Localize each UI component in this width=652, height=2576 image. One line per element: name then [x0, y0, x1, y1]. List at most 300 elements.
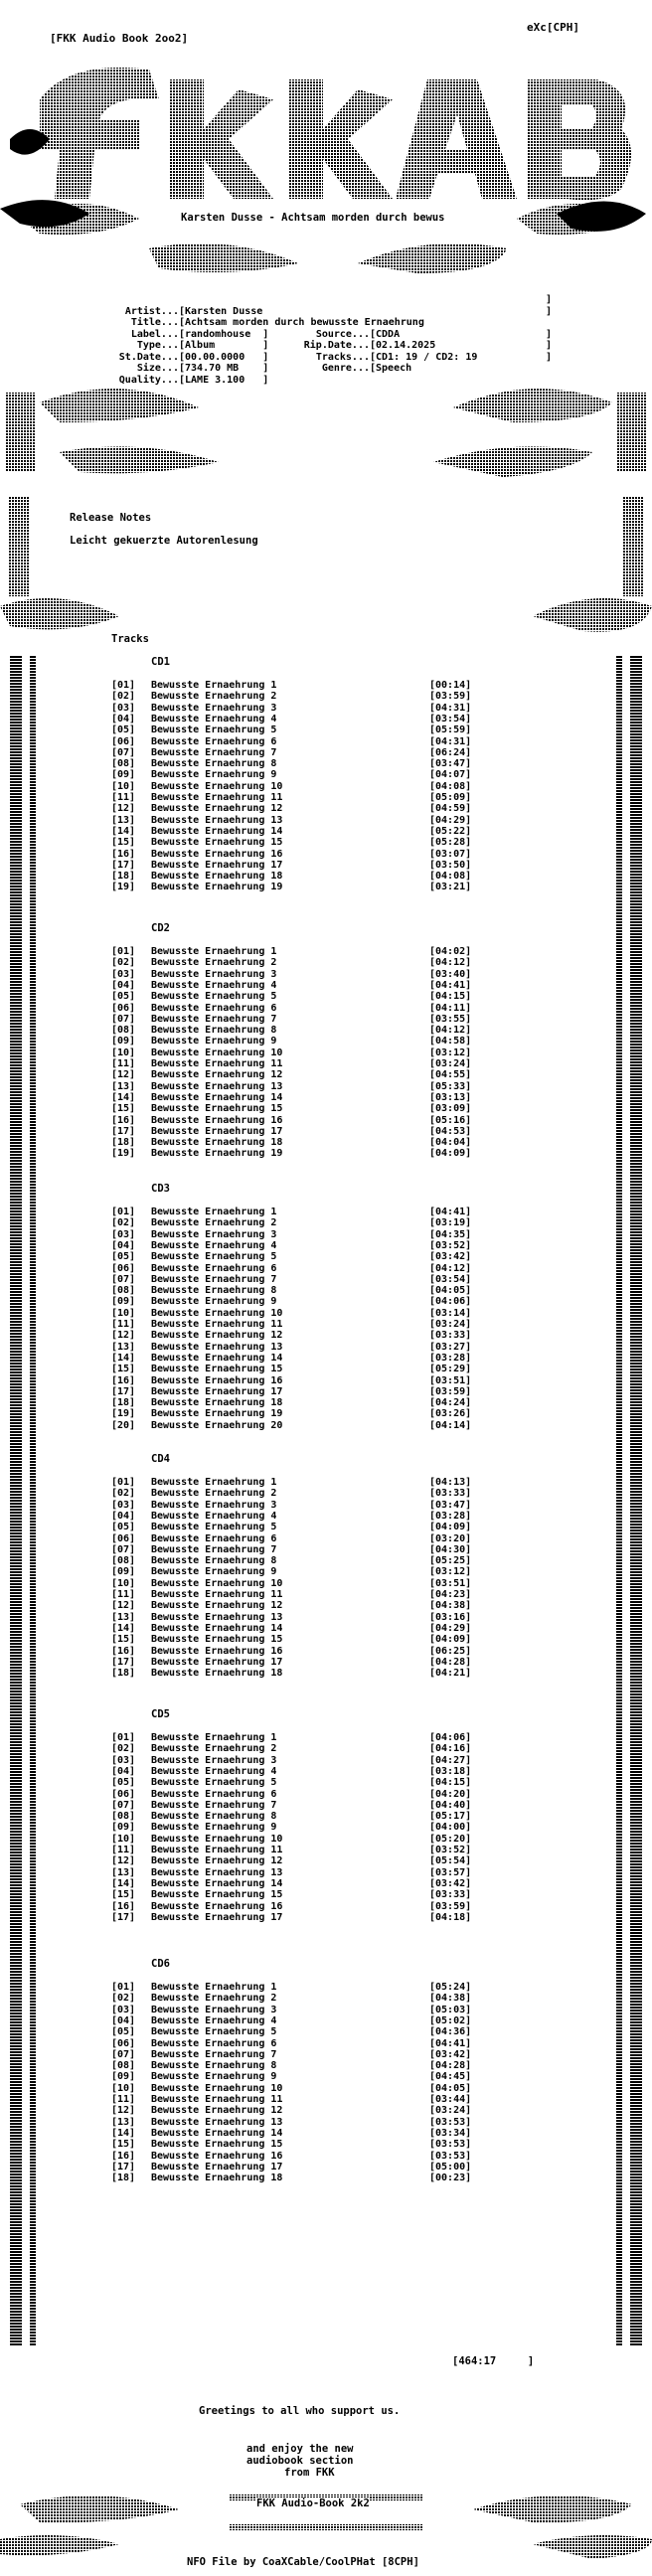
track-duration: [04:38] — [429, 1993, 472, 2005]
track-number: [14] — [111, 1352, 136, 1364]
track-duration: [03:47] — [429, 758, 472, 770]
track-title: Bewusste Ernaehrung 14 — [151, 2127, 283, 2139]
track-number: [03] — [111, 1228, 136, 1240]
track-number: [10] — [111, 1307, 136, 1319]
track-title: Bewusste Ernaehrung 16 — [151, 1645, 283, 1657]
track-duration: [03:53] — [429, 2139, 472, 2151]
track-title: Bewusste Ernaehrung 2 — [151, 1217, 277, 1229]
info-block — [70, 294, 477, 386]
track-title: Bewusste Ernaehrung 7 — [151, 1273, 277, 1285]
track-number: [13] — [111, 1080, 136, 1092]
track-duration: [05:17] — [429, 1811, 472, 1823]
track-duration: [05:09] — [429, 792, 472, 803]
total-duration: [464:17 ] — [452, 2355, 535, 2367]
track-duration: [04:05] — [429, 1285, 472, 1297]
track-duration: [05:33] — [429, 1080, 472, 1092]
track-title: Bewusste Ernaehrung 7 — [151, 1543, 277, 1555]
track-title: Bewusste Ernaehrung 5 — [151, 1777, 277, 1789]
track-duration: [05:25] — [429, 1555, 472, 1567]
track-title: Bewusste Ernaehrung 9 — [151, 1296, 277, 1308]
track-title: Bewusste Ernaehrung 17 — [151, 1911, 283, 1923]
track-duration: [04:31] — [429, 735, 472, 747]
track-duration: [03:53] — [429, 2116, 472, 2128]
track-duration: [06:25] — [429, 1645, 472, 1657]
track-duration: [03:16] — [429, 1611, 472, 1623]
track-title: Bewusste Ernaehrung 12 — [151, 1600, 283, 1612]
track-duration: [05:03] — [429, 2004, 472, 2015]
size-row: Size...[734.70 MB ] Genre...[Speech — [136, 363, 412, 374]
track-title: Bewusste Ernaehrung 6 — [151, 1262, 277, 1274]
track-duration: [03:52] — [429, 1239, 472, 1251]
track-duration: [04:02] — [429, 946, 472, 957]
track-title: Bewusste Ernaehrung 6 — [151, 1788, 277, 1800]
track-title: Bewusste Ernaehrung 17 — [151, 2161, 283, 2173]
track-number: [01] — [111, 946, 136, 957]
track-duration: [04:16] — [429, 1743, 472, 1755]
track-duration: [04:08] — [429, 871, 472, 883]
track-number: [12] — [111, 2105, 136, 2117]
track-title: Bewusste Ernaehrung 13 — [151, 1866, 283, 1878]
cd-heading: CD6 — [151, 1958, 170, 1970]
track-title: Bewusste Ernaehrung 15 — [151, 1103, 283, 1115]
title-row: Title...[Achtsam morden durch bewusste Ernaehrung — [130, 317, 424, 328]
right-side-bar-inner — [616, 656, 622, 2345]
track-number: [13] — [111, 1611, 136, 1623]
track-number: [03] — [111, 1754, 136, 1766]
track-duration: [05:29] — [429, 1364, 472, 1375]
track-duration: [04:59] — [429, 803, 472, 815]
track-duration: [04:20] — [429, 1788, 472, 1800]
track-number: [06] — [111, 735, 136, 747]
track-duration: [00:23] — [429, 2173, 472, 2184]
track-duration: [03:24] — [429, 1058, 472, 1069]
track-duration: [03:20] — [429, 1532, 472, 1544]
track-duration: [05:24] — [429, 1982, 472, 1993]
track-number: [10] — [111, 1833, 136, 1845]
track-title: Bewusste Ernaehrung 5 — [151, 2026, 277, 2038]
track-title: Bewusste Ernaehrung 5 — [151, 724, 277, 736]
track-number: [14] — [111, 2127, 136, 2139]
track-title: Bewusste Ernaehrung 1 — [151, 680, 277, 691]
track-title: Bewusste Ernaehrung 19 — [151, 1148, 283, 1160]
track-number: [09] — [111, 1822, 136, 1834]
track-title: Bewusste Ernaehrung 7 — [151, 2048, 277, 2060]
track-duration: [03:12] — [429, 1566, 472, 1578]
track-number: [08] — [111, 1555, 136, 1567]
track-duration: [03:24] — [429, 1319, 472, 1330]
track-title: Bewusste Ernaehrung 13 — [151, 1611, 283, 1623]
track-title: Bewusste Ernaehrung 7 — [151, 746, 277, 758]
track-duration: [04:08] — [429, 780, 472, 792]
track-title: Bewusste Ernaehrung 20 — [151, 1419, 283, 1431]
track-duration: [03:28] — [429, 1352, 472, 1364]
footer-banner: FKK Audio-Book 2k2 — [256, 2497, 370, 2509]
track-duration: [03:19] — [429, 1217, 472, 1229]
track-duration: [03:42] — [429, 1251, 472, 1263]
track-number: [09] — [111, 1296, 136, 1308]
track-number: [06] — [111, 1788, 136, 1800]
track-number: [12] — [111, 803, 136, 815]
release-notes-heading: Release Notes — [70, 512, 152, 524]
track-title: Bewusste Ernaehrung 1 — [151, 1207, 277, 1217]
track-number: [07] — [111, 1013, 136, 1025]
track-title: Bewusste Ernaehrung 7 — [151, 1013, 277, 1025]
tracks-heading: Tracks — [111, 633, 149, 645]
track-number: [11] — [111, 1845, 136, 1855]
track-title: Bewusste Ernaehrung 9 — [151, 1566, 277, 1578]
track-number: [02] — [111, 1217, 136, 1229]
track-title: Bewusste Ernaehrung 17 — [151, 859, 283, 871]
closing-line-1: and enjoy the new — [246, 2443, 354, 2455]
track-duration: [03:50] — [429, 859, 472, 871]
track-number: [15] — [111, 837, 136, 849]
track-number: [07] — [111, 2048, 136, 2060]
track-duration: [04:12] — [429, 957, 472, 969]
track-title: Bewusste Ernaehrung 19 — [151, 882, 283, 893]
track-title: Bewusste Ernaehrung 4 — [151, 1765, 277, 1777]
track-title: Bewusste Ernaehrung 4 — [151, 713, 277, 724]
track-number: [04] — [111, 1510, 136, 1522]
track-number: [11] — [111, 792, 136, 803]
track-duration: [04:06] — [429, 1296, 472, 1308]
track-number: [16] — [111, 1900, 136, 1912]
track-duration: [03:53] — [429, 2150, 472, 2162]
track-number: [01] — [111, 1982, 136, 1993]
track-number: [11] — [111, 2094, 136, 2105]
track-duration: [05:22] — [429, 825, 472, 837]
track-title: Bewusste Ernaehrung 14 — [151, 1091, 283, 1103]
track-duration: [03:12] — [429, 1046, 472, 1058]
track-number: [15] — [111, 1103, 136, 1115]
cd-heading: CD2 — [151, 922, 170, 934]
track-duration: [05:00] — [429, 2161, 472, 2173]
track-title: Bewusste Ernaehrung 16 — [151, 848, 283, 860]
track-title: Bewusste Ernaehrung 5 — [151, 991, 277, 1003]
track-number: [18] — [111, 1397, 136, 1409]
track-duration: [03:26] — [429, 1408, 472, 1420]
track-number: [10] — [111, 1046, 136, 1058]
track-duration: [03:33] — [429, 1889, 472, 1901]
track-number: [04] — [111, 1765, 136, 1777]
track-title: Bewusste Ernaehrung 13 — [151, 2116, 283, 2128]
track-title: Bewusste Ernaehrung 3 — [151, 1754, 277, 1766]
track-title: Bewusste Ernaehrung 8 — [151, 1811, 277, 1823]
track-number: [04] — [111, 2014, 136, 2026]
track-number: [15] — [111, 1889, 136, 1901]
track-title: Bewusste Ernaehrung 18 — [151, 1137, 283, 1149]
track-duration: [04:12] — [429, 1262, 472, 1274]
track-title: Bewusste Ernaehrung 2 — [151, 1488, 277, 1500]
track-number: [09] — [111, 1036, 136, 1047]
track-title: Bewusste Ernaehrung 12 — [151, 803, 283, 815]
track-number: [08] — [111, 2060, 136, 2072]
track-number: [09] — [111, 2071, 136, 2083]
stdate-row: St.Date...[00.00.0000 ] Tracks...[CD1: 19 / CD2: 19 — [118, 351, 478, 363]
track-number: [16] — [111, 1645, 136, 1657]
label-row: Label...[randomhouse ] Source...[CDDA — [130, 328, 401, 340]
track-number: [03] — [111, 702, 136, 714]
track-duration: [04:45] — [429, 2071, 472, 2083]
track-number: [10] — [111, 2082, 136, 2094]
track-number: [05] — [111, 2026, 136, 2038]
track-title: Bewusste Ernaehrung 17 — [151, 1385, 283, 1397]
track-title: Bewusste Ernaehrung 19 — [151, 1408, 283, 1420]
left-side-bar — [10, 656, 22, 2345]
cd-heading: CD3 — [151, 1183, 170, 1195]
track-duration: [04:41] — [429, 1207, 472, 1217]
track-title: Bewusste Ernaehrung 10 — [151, 1307, 283, 1319]
track-duration: [05:28] — [429, 837, 472, 849]
track-title: Bewusste Ernaehrung 9 — [151, 2071, 277, 2083]
track-number: [02] — [111, 1743, 136, 1755]
quality-row: Quality...[LAME 3.100 ] — [118, 374, 269, 386]
track-number: [11] — [111, 1058, 136, 1069]
track-title: Bewusste Ernaehrung 18 — [151, 1668, 283, 1680]
track-duration: [03:57] — [429, 1866, 472, 1878]
track-duration: [03:18] — [429, 1765, 472, 1777]
track-number: [17] — [111, 859, 136, 871]
track-number: [19] — [111, 882, 136, 893]
track-duration: [03:13] — [429, 1091, 472, 1103]
track-number: [17] — [111, 1911, 136, 1923]
track-duration: [04:58] — [429, 1036, 472, 1047]
track-title: Bewusste Ernaehrung 13 — [151, 1080, 283, 1092]
track-title: Bewusste Ernaehrung 15 — [151, 1889, 283, 1901]
track-number: [16] — [111, 2150, 136, 2162]
track-number: [15] — [111, 1364, 136, 1375]
release-notes-text: Leicht gekuerzte Autorenlesung — [70, 535, 258, 547]
track-duration: [04:23] — [429, 1589, 472, 1600]
track-duration: [04:07] — [429, 769, 472, 781]
track-title: Bewusste Ernaehrung 14 — [151, 1622, 283, 1634]
track-duration: [04:27] — [429, 1754, 472, 1766]
track-duration: [05:59] — [429, 724, 472, 736]
track-number: [18] — [111, 1668, 136, 1680]
track-duration: [04:30] — [429, 1543, 472, 1555]
track-title: Bewusste Ernaehrung 11 — [151, 2094, 283, 2105]
side-frame-notes — [0, 497, 652, 646]
track-title: Bewusste Ernaehrung 18 — [151, 1397, 283, 1409]
track-duration: [03:33] — [429, 1330, 472, 1342]
track-duration: [03:54] — [429, 713, 472, 724]
track-duration: [05:02] — [429, 2014, 472, 2026]
track-number: [05] — [111, 991, 136, 1003]
track-title: Bewusste Ernaehrung 3 — [151, 702, 277, 714]
cd-heading: CD1 — [151, 656, 170, 668]
footer-credit: NFO File by CoaXCable/CoolPHat [8CPH] — [187, 2556, 419, 2568]
track-number: [04] — [111, 1239, 136, 1251]
track-number: [08] — [111, 1285, 136, 1297]
track-duration: [03:44] — [429, 2094, 472, 2105]
track-title: Bewusste Ernaehrung 12 — [151, 1069, 283, 1081]
track-title: Bewusste Ernaehrung 5 — [151, 1522, 277, 1533]
track-duration: [04:53] — [429, 1125, 472, 1137]
track-number: [06] — [111, 1532, 136, 1544]
track-number: [16] — [111, 1114, 136, 1126]
track-number: [16] — [111, 1374, 136, 1386]
track-duration: [03:27] — [429, 1341, 472, 1353]
track-number: [02] — [111, 1993, 136, 2005]
track-title: Bewusste Ernaehrung 8 — [151, 1555, 277, 1567]
track-title: Bewusste Ernaehrung 16 — [151, 1374, 283, 1386]
track-title: Bewusste Ernaehrung 6 — [151, 2037, 277, 2049]
track-number: [13] — [111, 814, 136, 826]
track-title: Bewusste Ernaehrung 11 — [151, 1058, 283, 1069]
header-subtitle: Karsten Dusse - Achtsam morden durch bewus — [181, 212, 445, 224]
track-number: [03] — [111, 2004, 136, 2015]
info-right-brackets: ] ] ] ] ] — [546, 294, 553, 363]
track-duration: [04:28] — [429, 1656, 472, 1668]
track-duration: [03:54] — [429, 1273, 472, 1285]
track-number: [11] — [111, 1589, 136, 1600]
track-duration: [04:06] — [429, 1732, 472, 1743]
track-title: Bewusste Ernaehrung 15 — [151, 2139, 283, 2151]
track-title: Bewusste Ernaehrung 6 — [151, 735, 277, 747]
track-number: [20] — [111, 1419, 136, 1431]
track-number: [04] — [111, 713, 136, 724]
track-duration: [03:42] — [429, 1877, 472, 1889]
track-duration: [03:52] — [429, 1845, 472, 1855]
track-number: [01] — [111, 1732, 136, 1743]
track-number: [08] — [111, 1811, 136, 1823]
track-title: Bewusste Ernaehrung 16 — [151, 1900, 283, 1912]
track-duration: [03:51] — [429, 1374, 472, 1386]
cd-heading: CD4 — [151, 1453, 170, 1465]
track-duration: [04:12] — [429, 1025, 472, 1037]
track-title: Bewusste Ernaehrung 8 — [151, 758, 277, 770]
track-number: [02] — [111, 691, 136, 703]
track-number: [06] — [111, 1002, 136, 1014]
track-title: Bewusste Ernaehrung 17 — [151, 1656, 283, 1668]
track-number: [18] — [111, 1137, 136, 1149]
track-number: [05] — [111, 724, 136, 736]
track-duration: [06:24] — [429, 746, 472, 758]
track-duration: [04:11] — [429, 1002, 472, 1014]
track-duration: [03:21] — [429, 882, 472, 893]
track-title: Bewusste Ernaehrung 1 — [151, 1732, 277, 1743]
track-duration: [04:04] — [429, 1137, 472, 1149]
header-right-tag: eXc[CPH] — [527, 21, 579, 34]
track-number: [09] — [111, 1566, 136, 1578]
track-number: [19] — [111, 1408, 136, 1420]
track-number: [17] — [111, 1385, 136, 1397]
track-duration: [05:54] — [429, 1855, 472, 1867]
track-title: Bewusste Ernaehrung 2 — [151, 1743, 277, 1755]
track-duration: [03:59] — [429, 1900, 472, 1912]
track-number: [07] — [111, 1543, 136, 1555]
track-number: [18] — [111, 2173, 136, 2184]
track-title: Bewusste Ernaehrung 3 — [151, 1228, 277, 1240]
track-number: [12] — [111, 1600, 136, 1612]
track-number: [03] — [111, 1499, 136, 1511]
closing-line-3: from FKK — [284, 2467, 335, 2479]
track-number: [18] — [111, 871, 136, 883]
track-title: Bewusste Ernaehrung 18 — [151, 2173, 283, 2184]
track-number: [13] — [111, 2116, 136, 2128]
track-duration: [03:28] — [429, 1510, 472, 1522]
track-title: Bewusste Ernaehrung 6 — [151, 1532, 277, 1544]
track-title: Bewusste Ernaehrung 10 — [151, 1046, 283, 1058]
track-title: Bewusste Ernaehrung 9 — [151, 1822, 277, 1834]
track-title: Bewusste Ernaehrung 7 — [151, 1799, 277, 1811]
track-duration: [04:55] — [429, 1069, 472, 1081]
track-title: Bewusste Ernaehrung 10 — [151, 780, 283, 792]
track-number: [03] — [111, 968, 136, 980]
track-duration: [03:59] — [429, 1385, 472, 1397]
right-side-bar — [630, 656, 642, 2345]
track-title: Bewusste Ernaehrung 16 — [151, 2150, 283, 2162]
track-title: Bewusste Ernaehrung 13 — [151, 814, 283, 826]
track-number: [09] — [111, 769, 136, 781]
track-duration: [03:59] — [429, 691, 472, 703]
track-title: Bewusste Ernaehrung 2 — [151, 1993, 277, 2005]
track-number: [11] — [111, 1319, 136, 1330]
track-title: Bewusste Ernaehrung 8 — [151, 1285, 277, 1297]
cd-heading: CD5 — [151, 1708, 170, 1720]
track-duration: [03:07] — [429, 848, 472, 860]
track-number: [14] — [111, 1091, 136, 1103]
track-title: Bewusste Ernaehrung 6 — [151, 1002, 277, 1014]
track-number: [02] — [111, 1488, 136, 1500]
track-number: [04] — [111, 979, 136, 991]
track-number: [17] — [111, 1656, 136, 1668]
track-title: Bewusste Ernaehrung 1 — [151, 946, 277, 957]
track-title: Bewusste Ernaehrung 10 — [151, 1577, 283, 1589]
track-number: [14] — [111, 825, 136, 837]
track-title: Bewusste Ernaehrung 15 — [151, 1364, 283, 1375]
track-title: Bewusste Ernaehrung 10 — [151, 2082, 283, 2094]
track-title: Bewusste Ernaehrung 9 — [151, 769, 277, 781]
track-title: Bewusste Ernaehrung 11 — [151, 792, 283, 803]
track-duration: [00:14] — [429, 680, 472, 691]
track-title: Bewusste Ernaehrung 11 — [151, 1589, 283, 1600]
track-number: [01] — [111, 1477, 136, 1488]
track-title: Bewusste Ernaehrung 2 — [151, 957, 277, 969]
track-number: [07] — [111, 1799, 136, 1811]
track-number: [14] — [111, 1877, 136, 1889]
track-title: Bewusste Ernaehrung 4 — [151, 1239, 277, 1251]
track-number: [05] — [111, 1777, 136, 1789]
track-duration: [04:09] — [429, 1634, 472, 1646]
track-number: [12] — [111, 1855, 136, 1867]
track-duration: [04:09] — [429, 1148, 472, 1160]
greetings-text: Greetings to all who support us. — [199, 2405, 401, 2417]
track-number: [15] — [111, 2139, 136, 2151]
track-title: Bewusste Ernaehrung 10 — [151, 1833, 283, 1845]
track-number: [14] — [111, 1622, 136, 1634]
track-duration: [04:13] — [429, 1477, 472, 1488]
track-number: [13] — [111, 1866, 136, 1878]
left-side-bar-inner — [30, 656, 36, 2345]
track-title: Bewusste Ernaehrung 14 — [151, 1352, 283, 1364]
track-title: Bewusste Ernaehrung 3 — [151, 968, 277, 980]
track-title: Bewusste Ernaehrung 4 — [151, 1510, 277, 1522]
track-title: Bewusste Ernaehrung 2 — [151, 691, 277, 703]
track-number: [08] — [111, 758, 136, 770]
track-number: [05] — [111, 1522, 136, 1533]
track-number: [06] — [111, 1262, 136, 1274]
track-number: [05] — [111, 1251, 136, 1263]
track-title: Bewusste Ernaehrung 1 — [151, 1477, 277, 1488]
track-number: [13] — [111, 1341, 136, 1353]
track-duration: [04:00] — [429, 1822, 472, 1834]
track-title: Bewusste Ernaehrung 4 — [151, 979, 277, 991]
track-number: [01] — [111, 680, 136, 691]
track-duration: [04:09] — [429, 1522, 472, 1533]
track-duration: [03:09] — [429, 1103, 472, 1115]
track-number: [15] — [111, 1634, 136, 1646]
band-art-1 — [0, 383, 652, 492]
